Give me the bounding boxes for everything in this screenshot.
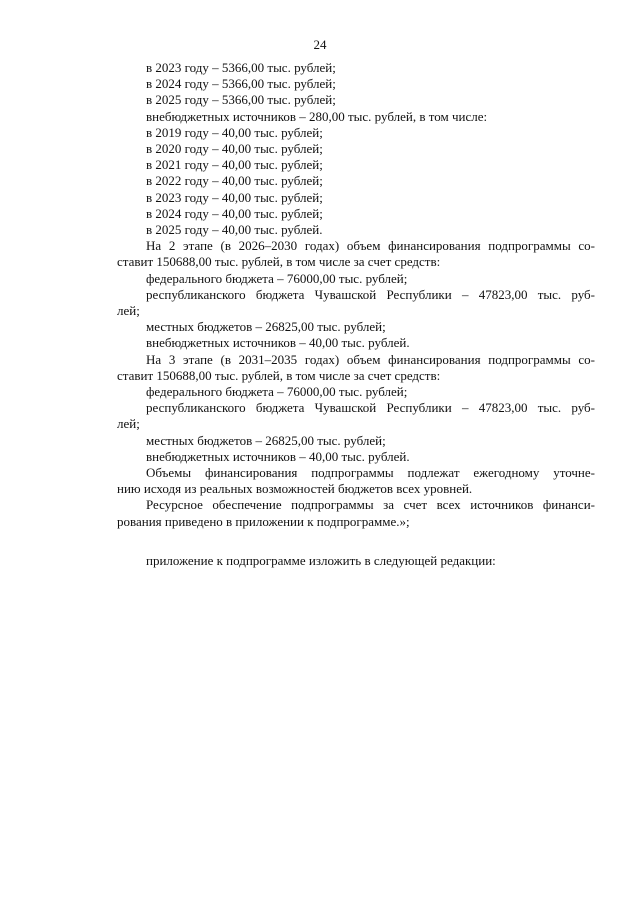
text-line: в 2019 году – 40,00 тыс. рублей; — [146, 124, 323, 140]
text-line: внебюджетных источников – 280,00 тыс. рублей, в том числе: — [146, 108, 488, 124]
document-body — [117, 60, 595, 569]
text-line: в 2023 году – 40,00 тыс. рублей; — [146, 189, 323, 205]
text-line: республиканского бюджета Чувашской Республики – 47823,00 тыс. руб- — [146, 286, 595, 302]
text-line: в 2020 году – 40,00 тыс. рублей; — [146, 141, 323, 157]
text-line: в 2022 году – 40,00 тыс. рублей; — [146, 173, 323, 189]
text-line: На 3 этапе (в 2031–2035 годах) объем финансирования подпрограммы со- — [146, 351, 595, 367]
text-line: ставит 150688,00 тыс. рублей, в том числе за счет средств: — [117, 367, 441, 383]
text-line: лей; — [117, 303, 140, 319]
text-line: местных бюджетов – 26825,00 тыс. рублей; — [146, 319, 386, 335]
text-line: в 2024 году – 5366,00 тыс. рублей; — [146, 76, 336, 92]
text-line: в 2025 году – 5366,00 тыс. рублей; — [146, 92, 336, 108]
text-line: ставит 150688,00 тыс. рублей, в том числе за счет средств: — [117, 254, 441, 270]
text-line: федерального бюджета – 76000,00 тыс. рублей; — [146, 384, 408, 400]
text-line: в 2024 году – 40,00 тыс. рублей; — [146, 205, 323, 221]
text-line: внебюджетных источников – 40,00 тыс. рублей. — [146, 335, 410, 351]
text-line: приложение к подпрограмме изложить в следующей редакции: — [146, 552, 496, 568]
text-line: рования приведено в приложении к подпрограмме.»; — [117, 513, 410, 529]
text-line: нию исходя из реальных возможностей бюджетов всех уровней. — [117, 481, 473, 497]
text-line: в 2025 году – 40,00 тыс. рублей. — [146, 222, 323, 238]
text-line: Объемы финансирования подпрограммы подлежат ежегодному уточне- — [146, 465, 595, 481]
text-line: федерального бюджета – 76000,00 тыс. рублей; — [146, 270, 408, 286]
text-line: лей; — [117, 416, 140, 432]
text-line: местных бюджетов – 26825,00 тыс. рублей; — [146, 432, 386, 448]
text-line: в 2023 году – 5366,00 тыс. рублей; — [146, 60, 336, 75]
page-number: 24 — [313, 37, 327, 52]
text-line: республиканского бюджета Чувашской Республики – 47823,00 тыс. руб- — [146, 400, 595, 416]
text-line: внебюджетных источников – 40,00 тыс. рублей. — [146, 448, 410, 464]
paragraph-gap — [117, 530, 595, 553]
text-line: в 2021 году – 40,00 тыс. рублей; — [146, 157, 323, 173]
text-line: На 2 этапе (в 2026–2030 годах) объем финансирования подпрограммы со- — [146, 238, 595, 254]
text-line: Ресурсное обеспечение подпрограммы за счет всех источников финанси- — [146, 497, 595, 513]
